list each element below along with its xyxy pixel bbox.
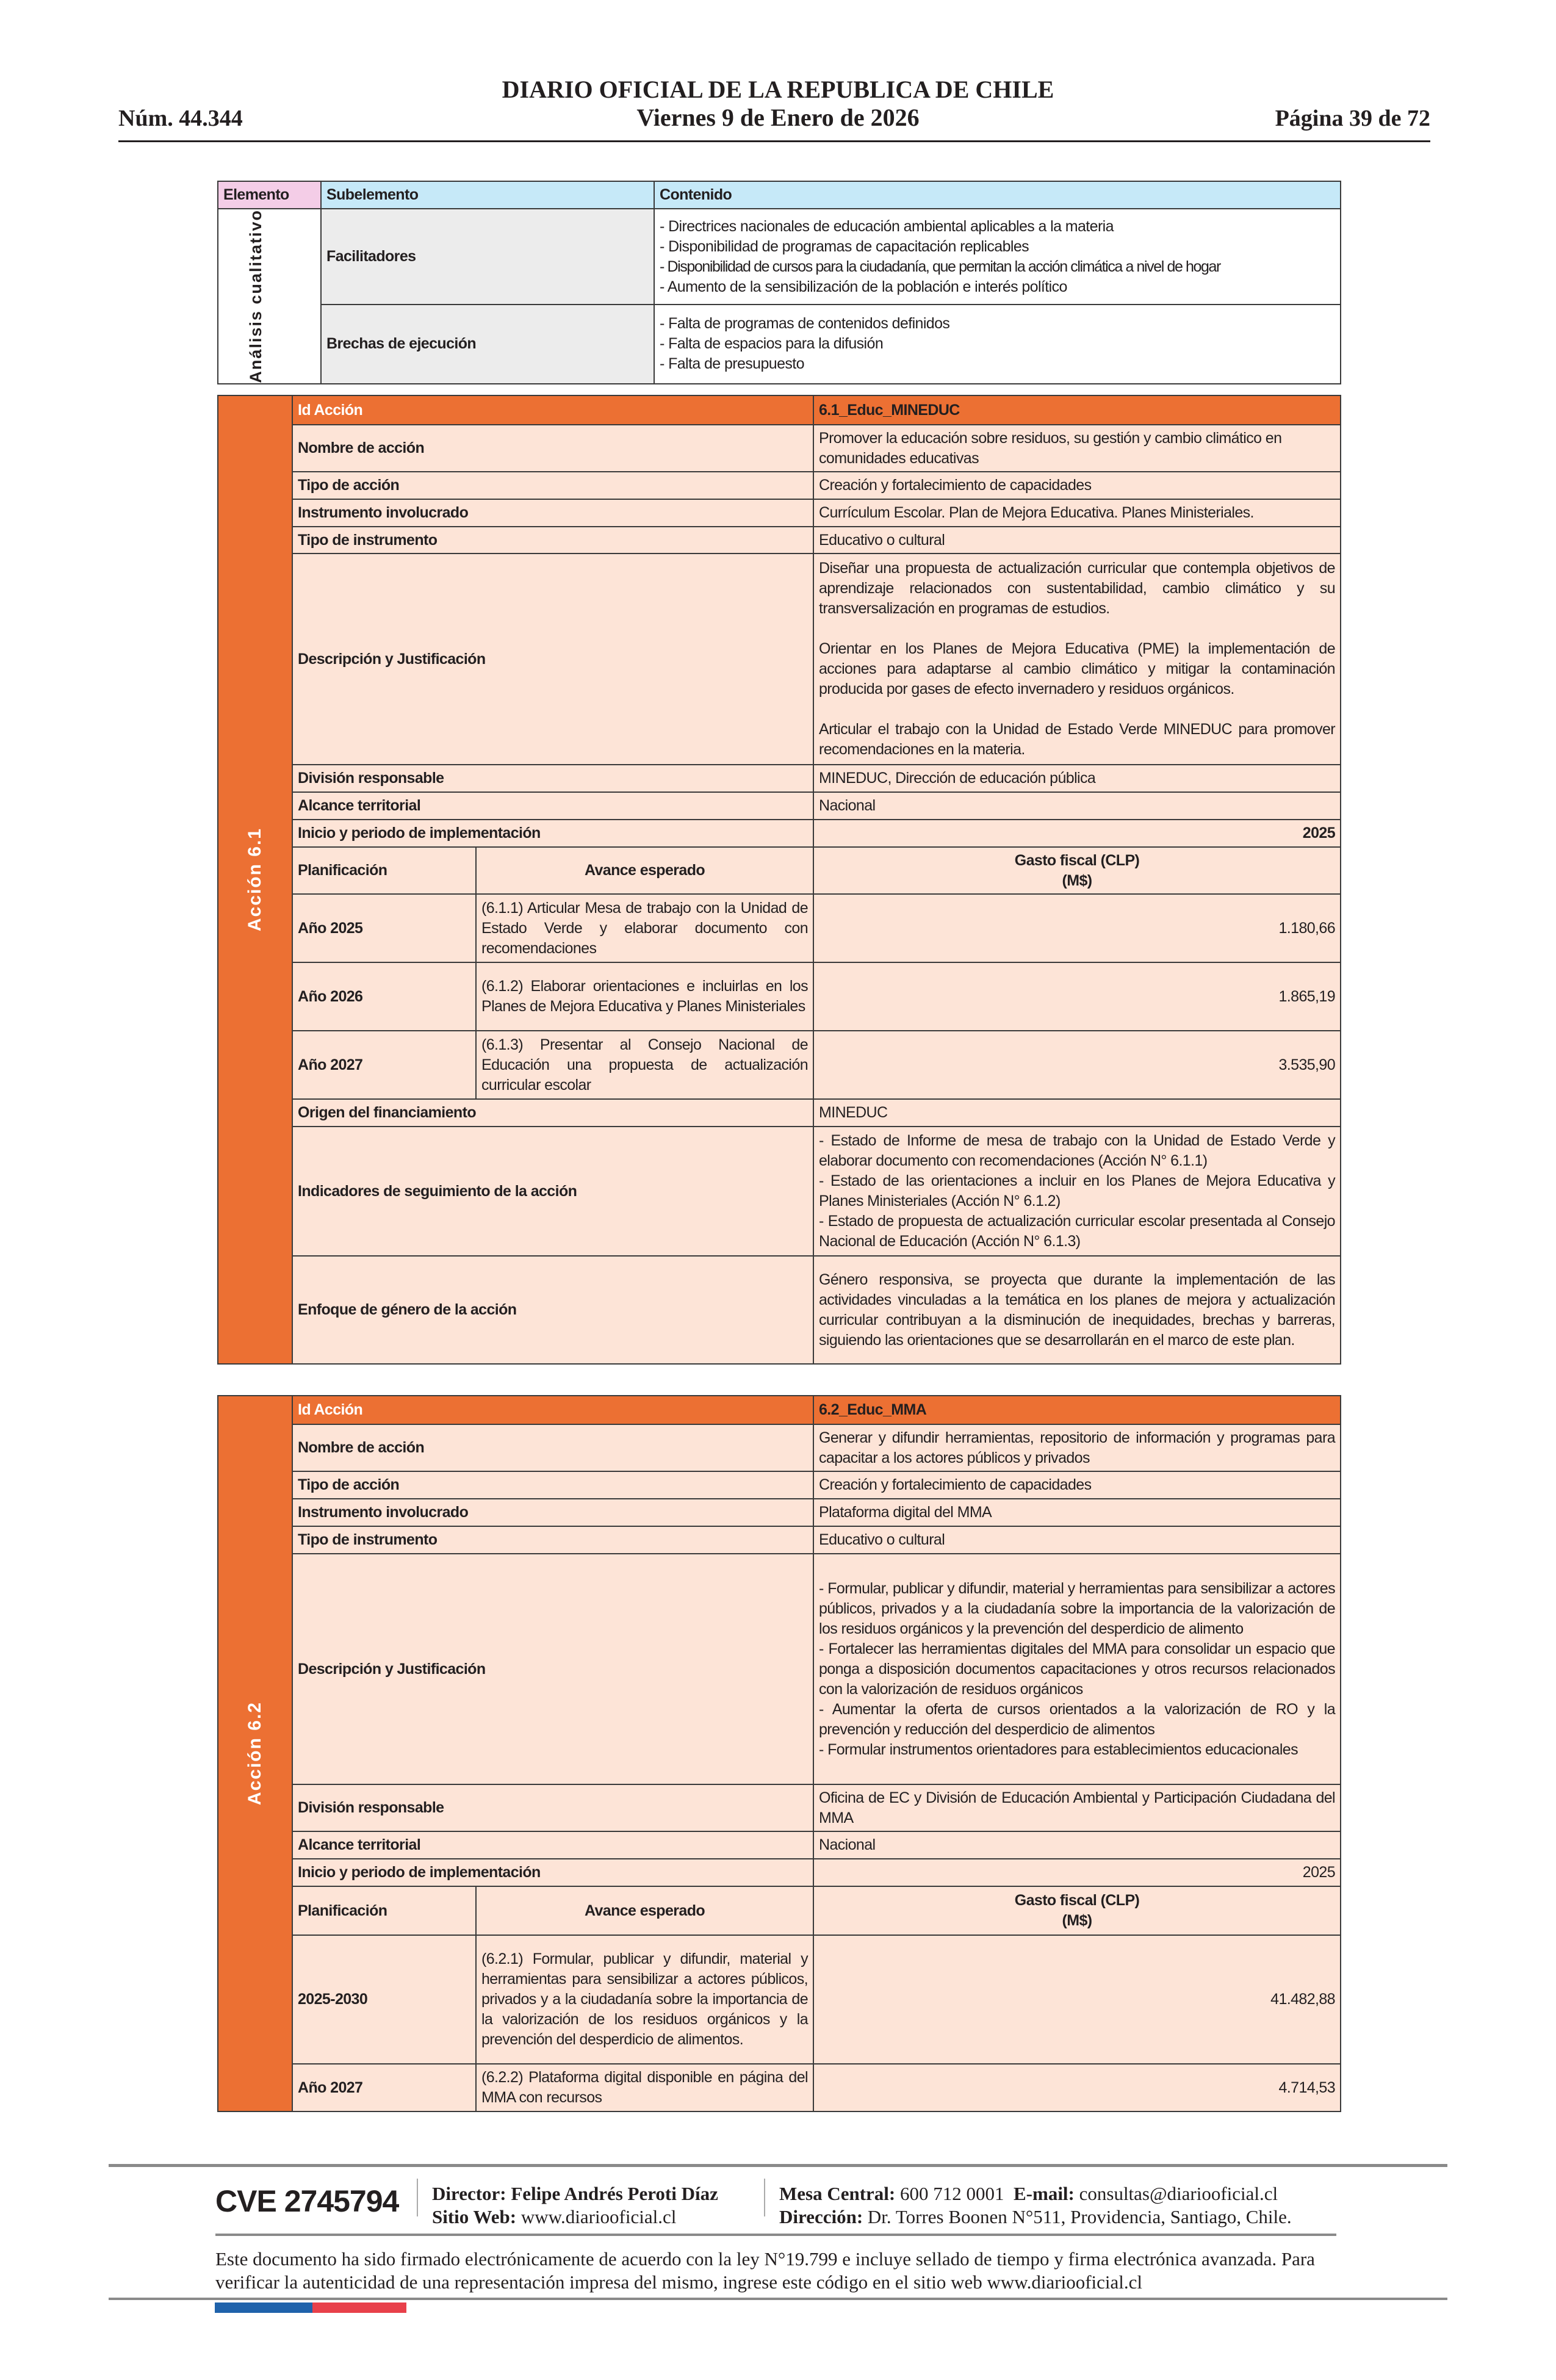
subelement-cell: Brechas de ejecución <box>321 305 654 383</box>
label-gasto: Gasto fiscal (CLP) (M$) <box>813 847 1341 894</box>
footer-separator <box>764 2179 765 2216</box>
email-link[interactable]: consultas@diariooficial.cl <box>1079 2183 1278 2204</box>
label-avance: Avance esperado <box>476 847 813 894</box>
label-id: Id Acción <box>292 395 813 425</box>
label-enfoque: Enfoque de género de la acción <box>292 1256 813 1364</box>
action-id: 6.2_Educ_MMA <box>813 1396 1341 1424</box>
action-id: 6.1_Educ_MINEDUC <box>813 395 1341 425</box>
label-inicio: Inicio y periodo de implementación <box>292 1859 813 1886</box>
label-gasto: Gasto fiscal (CLP) (M$) <box>813 1886 1341 1935</box>
label-descripcion: Descripción y Justificación <box>292 1554 813 1784</box>
website-link[interactable]: www.diariooficial.cl <box>520 2206 677 2227</box>
footer-contact-block: Mesa Central: 600 712 0001 E-mail: consultas@diariooficial.cl Dirección: Dr. Torres Boonen N°511, Providencia, Santiago, Chile. <box>779 2183 1292 2227</box>
plan-row: Año 2026 (6.1.2) Elaborar orientaciones e incluirlas en los Planes de Mejora Educativa y Planes Ministeriales 1.865,19 <box>218 962 1341 1031</box>
territorial-scope: Nacional <box>813 1831 1341 1859</box>
footer-divider <box>109 2298 1447 2300</box>
label-tipo-accion: Tipo de acción <box>292 1471 813 1499</box>
column-header-subelemento: Subelemento <box>321 181 654 209</box>
label-id: Id Acción <box>292 1396 813 1424</box>
plan-row: 2025-2030 (6.2.1) Formular, publicar y difundir, material y herramientas para sensibilizar a actores públicos, privados y a la ciudadanía sobre la importancia de la valorización de los residuos orgánicos y la prevención del desperdicio de alimentos. 41.482,88 <box>218 1935 1341 2064</box>
label-planificacion: Planificación <box>292 1886 476 1935</box>
label-nombre: Nombre de acción <box>292 425 813 472</box>
issue-number: Núm. 44.344 <box>118 106 243 131</box>
label-indicadores: Indicadores de seguimiento de la acción <box>292 1127 813 1256</box>
flag-stripe-blue <box>215 2302 312 2313</box>
start-year: 2025 <box>813 1859 1341 1886</box>
description: Diseñar una propuesta de actualización curricular que contempla objetivos de aprendizaje relacionados con sustentabilidad, cambio climático y su transversalización en programas de estudios. Orientar en los Planes de Mejora Educativa (PME) la implementación de acciones para adaptarse al cambio climático y mitigar la contaminación producida por gases de efecto invernadero y residuos orgánicos. Articular el trabajo con la Unidad de Estado Verde MINEDUC para promover recomendaciones en la materia. <box>813 554 1341 765</box>
action-side-label: Acción 6.1 <box>218 395 292 1364</box>
plan-row: Año 2027 (6.1.3) Presentar al Consejo Nacional de Educación una propuesta de actualización curricular escolar 3.535,90 <box>218 1031 1341 1099</box>
label-instrumento: Instrumento involucrado <box>292 499 813 527</box>
action-type: Creación y fortalecimiento de capacidades <box>813 472 1341 499</box>
footer-separator <box>417 2179 418 2216</box>
description: - Formular, publicar y difundir, material y herramientas para sensibilizar a actores públicos, privados y a la ciudadanía sobre la importancia de la valorización de los residuos orgánicos y la prevención del desperdicio de alimento - Fortalecer las herramientas digitales del MMA para consolidar un espacio que ponga a disposición documentos capacitaciones y otros recursos relacionados con la valorización de residuos orgánicos - Aumentar la oferta de cursos orientados a la valorización de RO y la prevención y reducción del desperdicio de alimentos - Formular instrumentos orientadores para establecimientos educacionales <box>813 1554 1341 1784</box>
funding-origin: MINEDUC <box>813 1099 1341 1127</box>
label-tipo-accion: Tipo de acción <box>292 472 813 499</box>
plan-row: Año 2027 (6.2.2) Plataforma digital disponible en página del MMA con recursos 4.714,53 <box>218 2064 1341 2111</box>
instrument-type: Educativo o cultural <box>813 527 1341 554</box>
footer-divider <box>109 2164 1447 2167</box>
content-cell: - Directrices nacionales de educación ambiental aplicables a la materia - Disponibilidad de programas de capacitación replicables - Disponibilidad de cursos para la ciudadanía, que permitan la acción climática a nivel de hogar - Aumento de la sensibilización de la población e interés político <box>654 209 1341 305</box>
label-division: División responsable <box>292 765 813 792</box>
column-header-elemento: Elemento <box>218 181 321 209</box>
responsible-division: Oficina de EC y División de Educación Ambiental y Participación Ciudadana del MMA <box>813 1784 1341 1831</box>
instrument-type: Educativo o cultural <box>813 1526 1341 1554</box>
header-divider <box>118 140 1430 142</box>
plan-row: Año 2025 (6.1.1) Articular Mesa de trabajo con la Unidad de Estado Verde y elaborar documento con recomendaciones 1.180,66 <box>218 894 1341 962</box>
page-number: Página 39 de 72 <box>1275 106 1430 131</box>
label-alcance: Alcance territorial <box>292 1831 813 1859</box>
instrument: Currículum Escolar. Plan de Mejora Educativa. Planes Ministeriales. <box>813 499 1341 527</box>
label-descripcion: Descripción y Justificación <box>292 554 813 765</box>
content-cell: - Falta de programas de contenidos definidos - Falta de espacios para la difusión - Falta de presupuesto <box>654 305 1341 383</box>
table-row <box>218 305 1341 383</box>
qualitative-analysis-table <box>217 181 1341 384</box>
flag-stripe-red <box>312 2302 406 2313</box>
start-year: 2025 <box>813 820 1341 847</box>
action-side-label: Acción 6.2 <box>218 1396 292 2111</box>
responsible-division: MINEDUC, Dirección de educación pública <box>813 765 1341 792</box>
cve-code: CVE 2745794 <box>215 2184 399 2218</box>
label-division: División responsable <box>292 1784 813 1831</box>
table-row <box>218 209 1341 305</box>
element-cell: Análisis cualitativo <box>218 209 321 384</box>
label-alcance: Alcance territorial <box>292 792 813 820</box>
label-planificacion: Planificación <box>292 847 476 894</box>
label-inicio: Inicio y periodo de implementación <box>292 820 813 847</box>
territorial-scope: Nacional <box>813 792 1341 820</box>
action-type: Creación y fortalecimiento de capacidades <box>813 1471 1341 1499</box>
label-origen: Origen del financiamiento <box>292 1099 813 1127</box>
newspaper-title: DIARIO OFICIAL DE LA REPUBLICA DE CHILE Viernes 9 de Enero de 2026 <box>0 76 1556 132</box>
label-tipo-instrumento: Tipo de instrumento <box>292 527 813 554</box>
legal-notice: Este documento ha sido firmado electrónicamente de acuerdo con la ley N°19.799 e incluye sellado de tiempo y firma electrónica avanzada. Para verificar la autenticidad de una representación impresa del mismo, ingrese este código en el sitio web www.diariooficial.cl <box>215 2248 1315 2293</box>
subelement-cell: Facilitadores <box>321 209 654 305</box>
indicators: - Estado de Informe de mesa de trabajo con la Unidad de Estado Verde y elaborar documento con recomendaciones (Acción N° 6.1.1) - Estado de las orientaciones a incluir en los Planes de Mejora Educativa y Planes Ministeriales (Acción N° 6.1.2) - Estado de propuesta de actualización curricular escolar presentada al Consejo Nacional de Educación (Acción N° 6.1.3) <box>813 1127 1341 1256</box>
label-avance: Avance esperado <box>476 1886 813 1935</box>
issue-date: Viernes 9 de Enero de 2026 <box>636 104 920 131</box>
gender-approach: Género responsiva, se proyecta que durante la implementación de las actividades vinculadas a la temática en los planes de mejora y actualización curricular contribuyan a la disminución de inequidades, brechas y barreras, siguiendo las orientaciones que se desarrollarán en el marco de este plan. <box>813 1256 1341 1364</box>
action-6-1-table <box>217 395 1341 1365</box>
action-name: Promover la educación sobre residuos, su gestión y cambio climático en comunidades educativas <box>813 425 1341 472</box>
footer-divider <box>215 2234 1336 2236</box>
column-header-contenido: Contenido <box>654 181 1341 209</box>
footer-director-block: Director: Felipe Andrés Peroti Díaz Sitio Web: www.diariooficial.cl <box>432 2183 718 2227</box>
label-instrumento: Instrumento involucrado <box>292 1499 813 1526</box>
instrument: Plataforma digital del MMA <box>813 1499 1341 1526</box>
action-6-2-table <box>217 1395 1341 2112</box>
label-nombre: Nombre de acción <box>292 1424 813 1471</box>
label-tipo-instrumento: Tipo de instrumento <box>292 1526 813 1554</box>
action-name: Generar y difundir herramientas, repositorio de información y programas para capacitar a los actores públicos y privados <box>813 1424 1341 1471</box>
